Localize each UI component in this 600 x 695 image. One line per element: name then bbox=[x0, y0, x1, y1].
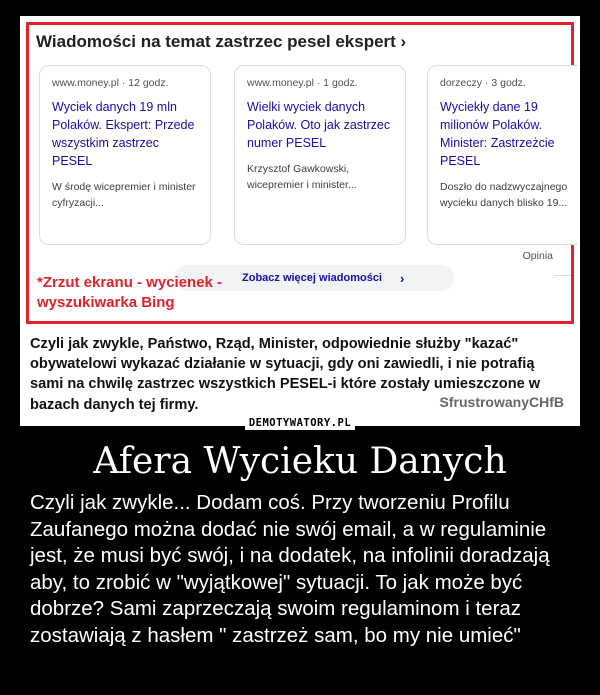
screenshot-caption bbox=[37, 273, 222, 313]
screenshot-caption-line: wyszukiwarka Bing bbox=[37, 294, 175, 311]
card-title[interactable]: Wyciekły dane 19 milionów Polaków. Minister: Zastrzeżcie PESEL bbox=[440, 100, 555, 168]
card-title[interactable]: Wielki wyciek danych Polaków. Oto jak zastrzec numer PESEL bbox=[247, 100, 391, 150]
user-comment: Czyli jak zwykle, Państwo, Rząd, Minister, odpowiednie służby "kazać" obywatelowi wykazać działanie w sytuacji, gdy oni zawiedli, i nie potrafią sami na chwilę zastrzec wszystkich PESEL-i które zostały umieszczone w bazach danych tej firmy. bbox=[30, 336, 541, 413]
chevron-right-icon: › bbox=[400, 270, 405, 286]
divider bbox=[554, 275, 571, 276]
watermark-label: DEMOTYWATORY.PL bbox=[245, 416, 355, 430]
screenshot-caption-line: *Zrzut ekranu - wycienek - bbox=[37, 274, 223, 291]
demotivator-frame bbox=[20, 16, 580, 426]
description-text: Czyli jak zwykle... Dodam coś. Przy tworzeniu Profilu Zaufanego można dodać nie swój email, a w regulaminie jest, że musi być swój, i na dodatek, na infolinii doradzają aby, to zrobić w "wyjątkowej" sytuacji. To jak może być dobrze? Sami zaprzeczają swoim regulaminom i teraz zostawiają z hasłem " zastrzeż sam, bo my nie umieć" bbox=[30, 491, 550, 647]
card-source: www.money.pl · 1 godz. bbox=[247, 77, 358, 89]
card-source: www.money.pl · 12 godz. bbox=[52, 77, 169, 89]
page-title: Afera Wycieku Danych bbox=[93, 441, 507, 482]
card-title[interactable]: Wyciek danych 19 mln Polaków. Ekspert: Przede wszystkim zastrzec PESEL bbox=[52, 100, 195, 168]
search-results-screenshot bbox=[26, 22, 574, 324]
author-name: SfrustrowanyCHfB bbox=[439, 394, 564, 410]
news-section-title[interactable]: Wiadomości na temat zastrzec pesel ekspert › bbox=[36, 32, 407, 51]
news-card[interactable] bbox=[39, 65, 211, 245]
card-snippet: Krzysztof Gawkowski, wicepremier i minister... bbox=[247, 163, 357, 191]
news-card[interactable] bbox=[427, 65, 580, 245]
more-news-label: Zobacz więcej wiadomości bbox=[242, 272, 382, 284]
card-snippet: W środę wicepremier i minister cyfryzacji... bbox=[52, 181, 196, 209]
card-snippet: Doszło do nadzwyczajnego wycieku danych blisko 19... bbox=[440, 181, 568, 209]
card-source: dorzeczy · 3 godz. bbox=[440, 77, 526, 89]
news-card[interactable] bbox=[234, 65, 406, 245]
opinion-tag: Opinia bbox=[522, 250, 553, 262]
watermark bbox=[0, 413, 600, 431]
